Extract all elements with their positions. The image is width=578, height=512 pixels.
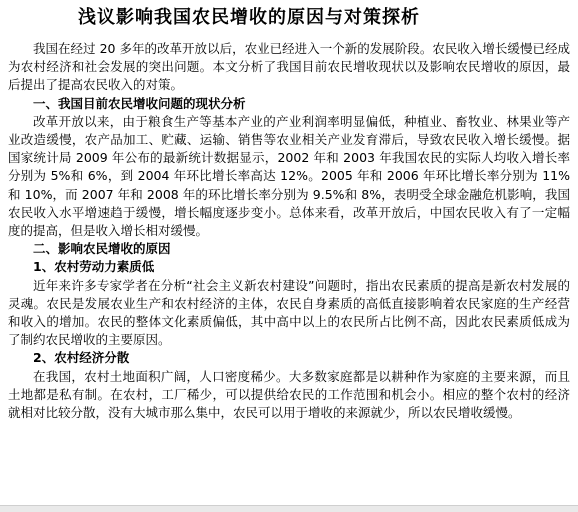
section-1-heading: 一、我国目前农民增收问题的现状分析 — [33, 95, 246, 111]
subsection-2-1-heading: 1、农村劳动力素质低 — [33, 259, 155, 275]
subsection-2-2-heading: 2、农村经济分散 — [33, 350, 130, 366]
document-title: 浅议影响我国农民增收的原因与对策探析 — [78, 7, 420, 28]
section-1-paragraph: 改革开放以来，由于粮食生产等基本产业的产业利润率明显偏低，种植业、畜牧业、林果业等产业改造缓慢，农产品加工、贮藏、运输、销售等农业相关产业发育滞后，导致农民收入增长缓慢。据国家统计局 2009 年公布的最新统计数据显示，2002 年和 2003 年我国农民的实际人均收入增长率分别为 5%和 6%，到 2004 年环比增长率高达 12%。2005 年和 2006 年环比增长率分别为 11%和 10%，而 2007 年和 2008 年的环比增长率分别为 9.5%和 8%，表明受全球金融危机影响，我国农民收入水平增速趋于缓慢，增长幅度逐步变小。总体来看，改革开放后，中国农民收入有了一定幅度的提高，但是收入增长相对缓慢。 — [8, 113, 570, 239]
intro-paragraph: 我国在经过 20 多年的改革开放以后，农业已经进入一个新的发展阶段。农民收入增长缓慢已经成为农村经济和社会发展的突出问题。本文分析了我国目前农民增收现状以及影响农民增收的原因，最后提出了提高农民收入的对策。 — [8, 41, 570, 93]
subsection-2-2-paragraph: 在我国，农村土地面积广阔，人口密度稀少。大多数家庭都是以耕种作为家庭的主要来源，而且土地都是私有制。在农村，工厂稀少，可以提供给农民的工作范围和机会小。相应的整个农村的经济就相对比较分散，没有大城市那么集中，农民可以用于增收的来源就少，所以农民增收缓慢。 — [8, 368, 570, 421]
section-2-heading: 二、影响农民增收的原因 — [33, 241, 171, 257]
subsection-2-1-paragraph: 近年来许多专家学者在分析“社会主义新农村建设”问题时，指出农民素质的提高是新农村发展的灵魂。农民是发展农业生产和农村经济的主体，农民自身素质的高低直接影响着农民家庭的生产经营和收入的增加。农民的整体文化素质偏低，其中高中以上的农民所占比例不高，因此农民素质低成为了制约农民增收的主要原因。 — [8, 277, 570, 348]
